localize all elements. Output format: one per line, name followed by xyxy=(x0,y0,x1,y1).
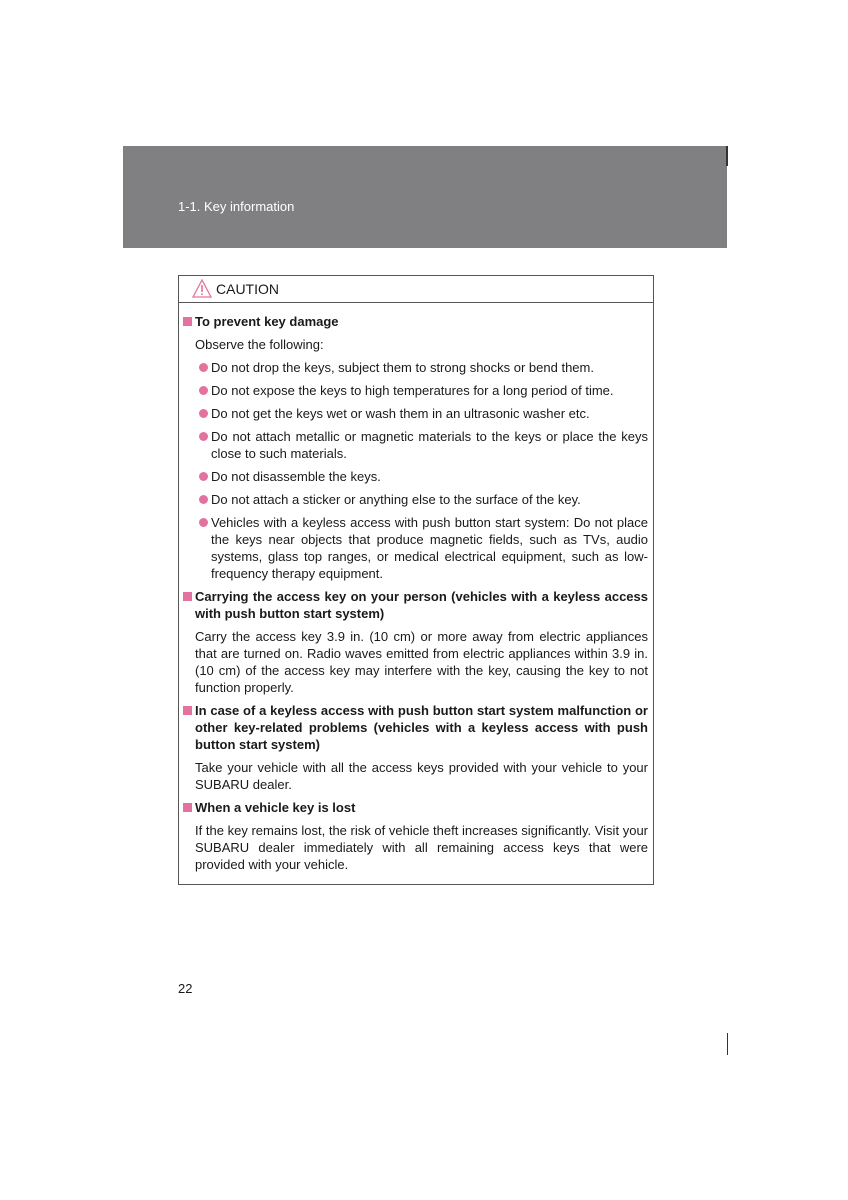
warning-triangle-icon xyxy=(192,279,212,298)
round-bullet-icon xyxy=(199,495,208,504)
subheading-carrying-key: Carrying the access key on your person (vehicles with a keyless access with push button start system) xyxy=(183,588,648,622)
list-item: Do not get the keys wet or wash them in an ultrasonic washer etc. xyxy=(199,405,648,422)
square-bullet-icon xyxy=(183,803,192,812)
subheading-malfunction: In case of a keyless access with push button start system malfunction or other key-related problems (vehicles with a keyless access with push button start system) xyxy=(183,702,648,753)
round-bullet-icon xyxy=(199,386,208,395)
round-bullet-icon xyxy=(199,432,208,441)
list-item: Do not disassemble the keys. xyxy=(199,468,648,485)
round-bullet-icon xyxy=(199,409,208,418)
round-bullet-icon xyxy=(199,518,208,527)
section-title: 1-1. Key information xyxy=(178,199,295,214)
caution-content xyxy=(179,303,653,873)
square-bullet-icon xyxy=(183,317,192,326)
square-bullet-icon xyxy=(183,592,192,601)
body-text: Carry the access key 3.9 in. (10 cm) or more away from electric appliances that are turned on. Radio waves emitted from electric appliances within 3.9 in. (10 cm) of the access key may interfere with the key, causing the key to not function properly. xyxy=(195,629,648,695)
square-bullet-icon xyxy=(183,706,192,715)
list-item: Do not attach metallic or magnetic materials to the keys or place the keys close to such materials. xyxy=(199,428,648,462)
header-corner-mark xyxy=(726,146,728,166)
subheading-key-lost: When a vehicle key is lost xyxy=(183,799,648,816)
list-item: Do not drop the keys, subject them to strong shocks or bend them. xyxy=(199,359,648,376)
header-band xyxy=(123,146,727,248)
intro-text: Observe the following: xyxy=(195,337,324,352)
page-number: 22 xyxy=(178,981,193,996)
margin-mark xyxy=(727,1033,728,1055)
list-item: Vehicles with a keyless access with push button start system: Do not place the keys near objects that produce magnetic fields, such as TVs, audio systems, glass top ranges, or medical electrical equipment, such as low-frequency therapy equipment. xyxy=(199,514,648,582)
subheading-key-damage: To prevent key damage xyxy=(183,313,648,330)
list-item: Do not attach a sticker or anything else to the surface of the key. xyxy=(199,491,648,508)
body-text: Take your vehicle with all the access keys provided with your vehicle to your SUBARU dealer. xyxy=(195,760,648,792)
caution-label: CAUTION xyxy=(216,281,279,297)
list-item: Do not expose the keys to high temperatures for a long period of time. xyxy=(199,382,648,399)
round-bullet-icon xyxy=(199,363,208,372)
caution-header xyxy=(179,276,653,303)
round-bullet-icon xyxy=(199,472,208,481)
body-text: If the key remains lost, the risk of vehicle theft increases significantly. Visit your SUBARU dealer immediately with all remaining access keys that were provided with your vehicle. xyxy=(195,823,648,872)
caution-box xyxy=(178,275,654,885)
